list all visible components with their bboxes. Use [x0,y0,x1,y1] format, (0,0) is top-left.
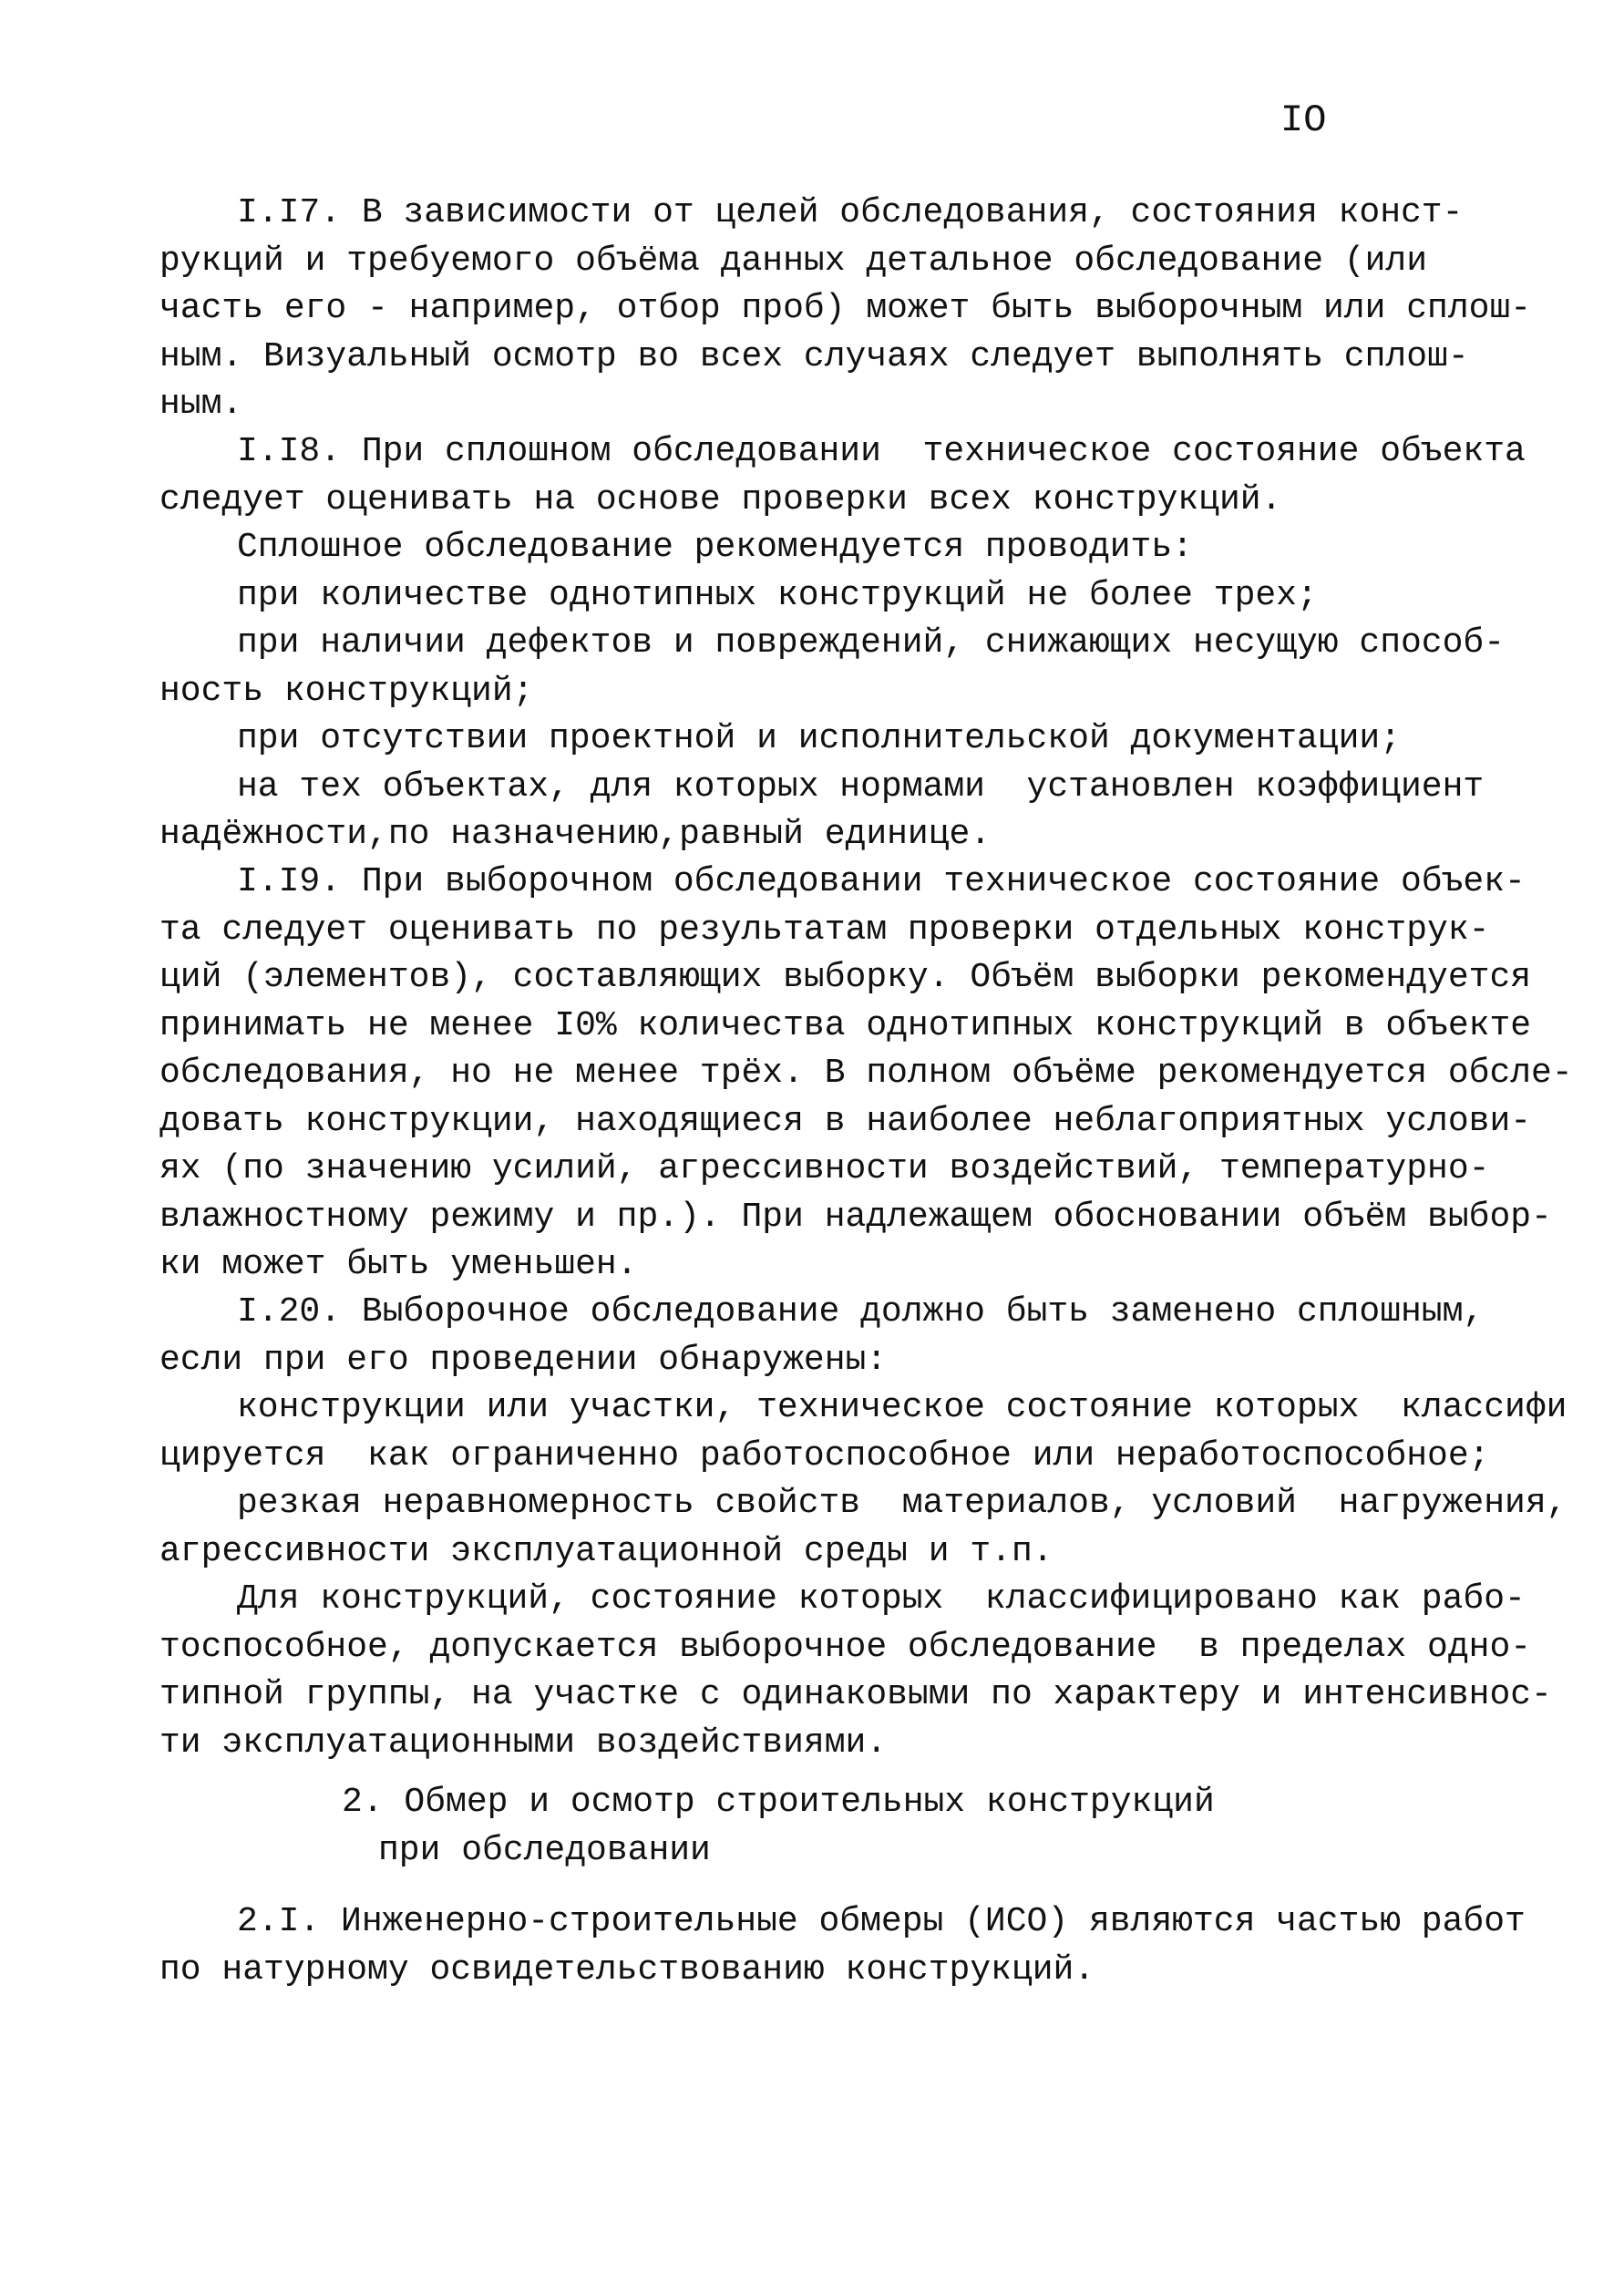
text-line: конструкции или участки, техническое состояние которых классифи [237,1388,1567,1427]
text-line: агрессивности эксплуатационной среды и т.п. [159,1531,1054,1571]
text-line: I.I8. При сплошном обследовании техническое состояние объекта [237,432,1526,471]
paragraph-1-19 [159,859,1573,1290]
paragraph-2-1 [159,1898,1526,1994]
section-heading-line: 2. Обмер и осмотр строительных конструкций [342,1783,1215,1822]
text-line: резкая неравномерность свойств материалов, условий нагружения, [237,1484,1567,1523]
text-line: обследования, но не менее трёх. В полном объёме рекомендуется обсле- [159,1054,1573,1093]
text-line: часть его - например, отбор проб) может быть выборочным или сплош- [159,289,1532,328]
text-line: принимать не менее I0% количества однотипных конструкций в объекте [159,1005,1532,1045]
text-line: влажностному режиму и пр.). При надлежащем обосновании объём выбор- [159,1197,1552,1237]
text-line: при отсутствии проектной и исполнительской документации; [237,719,1402,758]
text-line: при количестве однотипных конструкций не более трех; [237,575,1318,615]
text-line: цируется как ограниченно работоспособное или неработоспособное; [159,1435,1490,1476]
page-number: IO [1280,98,1327,142]
text-line: по натурному освидетельствованию конструкций. [159,1949,1095,1990]
text-line: типной группы, на участке с одинаковыми по характеру и интенсивнос- [159,1675,1552,1714]
text-line: при наличии дефектов и повреждений, снижающих несущую способ- [237,623,1506,663]
text-line: та следует оценивать по результатам проверки отдельных конструк- [159,910,1490,950]
text-line: на тех объектах, для которых нормами установлен коэффициент [237,766,1485,807]
text-line: I.20. Выборочное обследование должно быть заменено сплошным, [237,1292,1485,1332]
text-line: ях (по значению усилий, агрессивности воздействий, температурно- [159,1149,1490,1188]
text-line: I.I9. При выборочном обследовании техническое состояние объек- [237,862,1526,901]
text-line: 2.I. Инженерно-строительные обмеры (ИСО) являются частью работ [237,1902,1526,1941]
text-line: довать конструкции, находящиеся в наиболее неблагоприятных услови- [159,1101,1532,1141]
text-line: ным. Визуальный осмотр во всех случаях следует выполнять сплош- [159,336,1469,376]
text-line: ки может быть уменьшен. [159,1245,638,1284]
section-heading [159,1779,1481,1875]
text-line: Сплошное обследование рекомендуется проводить: [237,528,1193,567]
text-line: если при его проведении обнаружены: [159,1340,888,1380]
paragraph-1-20 [159,1289,1567,1767]
text-line: ти эксплуатационными воздействиями. [159,1723,888,1763]
text-line: I.I7. В зависимости от целей обследования, состояния конст- [237,193,1464,232]
text-line: ным. [159,385,243,424]
text-line: ций (элементов), составляющих выборку. Объём выборки рекомендуется [159,958,1532,997]
paragraph-1-17 [159,190,1532,429]
text-line: рукций и требуемого объёма данных детальное обследование (или [159,241,1428,281]
text-line: следует оценивать на основе проверки всех конструкций. [159,479,1282,519]
text-line: надёжности,по назначению,равный единице. [159,815,992,854]
section-heading-line: при обследовании [378,1830,711,1870]
text-line: ность конструкций; [159,671,534,711]
text-line: Для конструкций, состояние которых классифицировано как рабо- [237,1579,1526,1619]
paragraph-1-18 [159,428,1526,859]
text-line: тоспособное, допускается выборочное обследование в пределах одно- [159,1627,1532,1667]
